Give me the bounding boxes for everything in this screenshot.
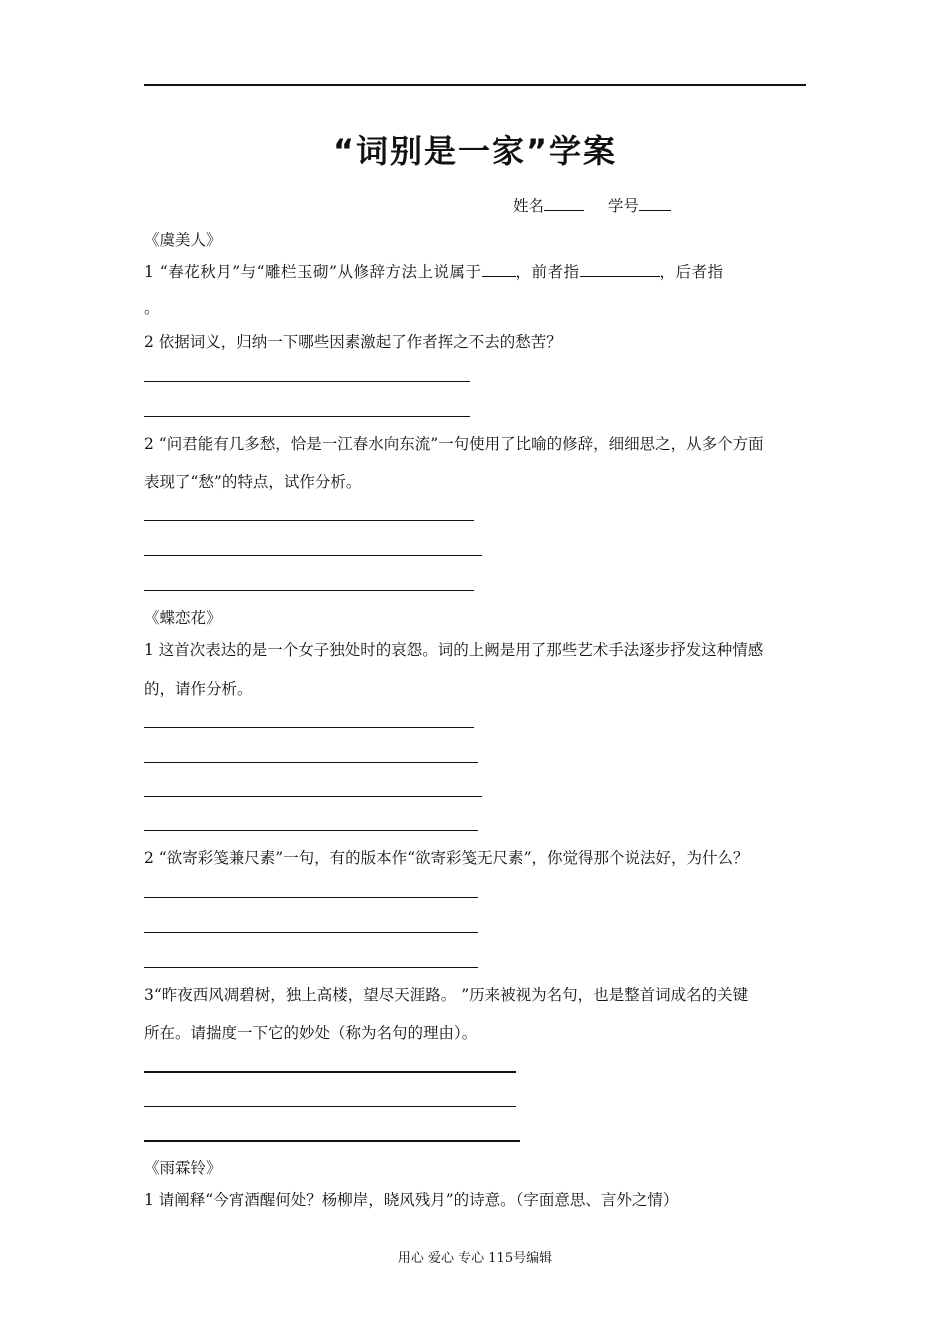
student-info [513,195,671,216]
number-blank[interactable] [639,195,671,211]
answer-line[interactable] [144,830,478,831]
answer-line[interactable] [144,897,478,898]
answer-line[interactable] [144,416,470,417]
section-heading-dielianhua: 《蝶恋花》 [144,609,222,627]
question-yumeiren-3-line1: 2 “问君能有几多愁，恰是一江春水向东流”一句使用了比喻的修辞，细细思之，从多个方面 [144,435,764,453]
question-yumeiren-1: 1 “春花秋月”与“雕栏玉砌”从修辞方法上说属于 ，前者指 ，后者指 [144,263,724,281]
page-footer: 用心 爱心 专心 115号编辑 [397,1251,553,1266]
section-heading-yumeiren: 《虞美人》 [144,231,222,249]
question-yumeiren-2: 2 依据词义，归纳一下哪些因素激起了作者挥之不去的愁苦？ [144,333,562,351]
question-yulinling-1: 1 请阐释“今宵酒醒何处？杨柳岸，晓风残月”的诗意。（字面意思、言外之情） [144,1191,679,1209]
answer-line[interactable] [144,381,470,382]
question-dielianhua-2: 2 “欲寄彩笺兼尺素”一句，有的版本作“欲寄彩笺无尺素”，你觉得那个说法好，为什么？ [144,849,749,867]
answer-line[interactable] [144,1106,516,1107]
question-dielianhua-1-line1: 1 这首次表达的是一个女子独处时的哀怨。词的上阙是用了那些艺术手法逐步抒发这种情感 [144,641,764,659]
question-yumeiren-1-tail: 。 [144,299,160,317]
answer-line[interactable] [144,932,478,933]
question-dielianhua-3-line2: 所在。请揣度一下它的妙处（称为名句的理由）。 [144,1024,478,1042]
page-title: “词别是一家”学案 [332,132,618,170]
name-label: 姓名 [513,197,545,215]
question-yumeiren-3-line2: 表现了“愁”的特点，试作分析。 [144,473,362,491]
answer-line[interactable] [144,762,478,763]
answer-line[interactable] [144,796,482,797]
answer-line[interactable] [144,1071,516,1073]
number-label: 学号 [607,197,639,215]
answer-line[interactable] [144,727,474,728]
question-dielianhua-3-line1: 3“昨夜西风凋碧树，独上高楼，望尽天涯路。 ”历来被视为名句，也是整首词成名的关键 [144,986,749,1004]
answer-line[interactable] [144,590,474,591]
answer-blank-1[interactable] [482,261,516,277]
answer-line[interactable] [144,555,482,556]
name-blank[interactable] [544,195,584,211]
answer-line[interactable] [144,967,478,968]
answer-blank-2[interactable] [580,261,660,277]
header-rule [144,84,806,86]
answer-line[interactable] [144,520,474,521]
section-heading-yulinling: 《雨霖铃》 [144,1159,222,1177]
answer-line[interactable] [144,1140,520,1142]
question-dielianhua-1-line2: 的，请作分析。 [144,680,253,698]
